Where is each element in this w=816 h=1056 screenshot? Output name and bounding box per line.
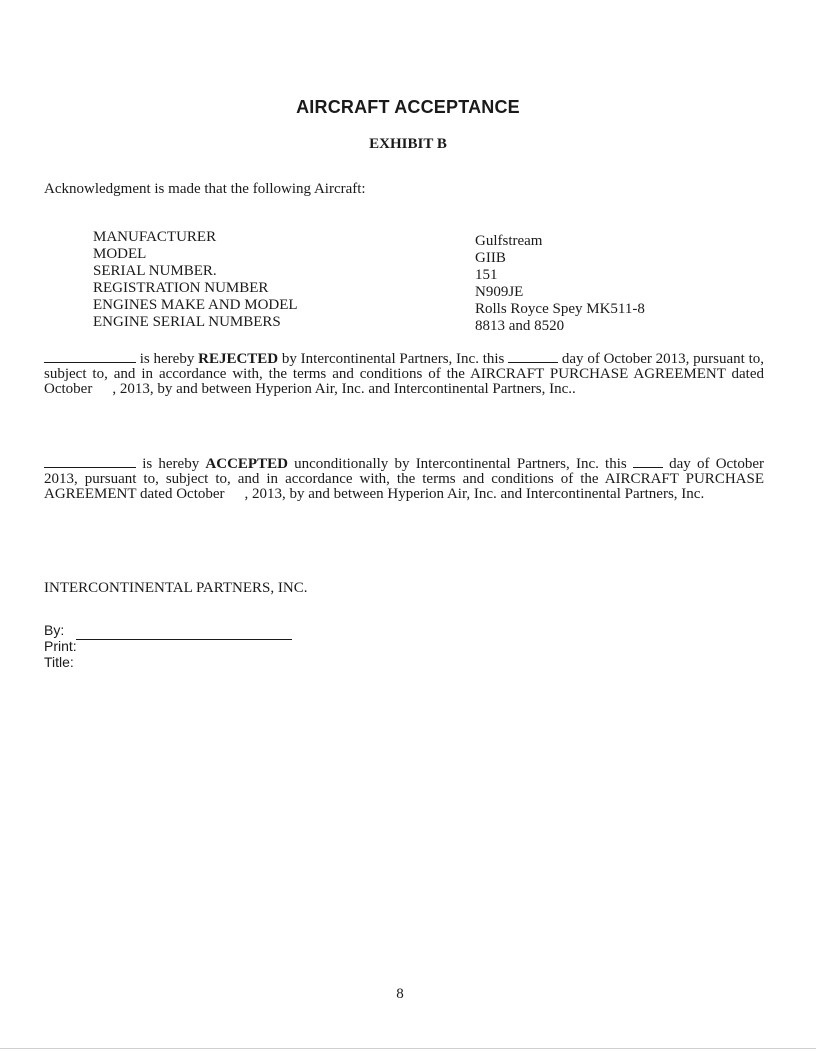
spec-label-manufacturer: MANUFACTURER [93,229,217,245]
bottom-rule [0,1048,816,1049]
intro-text: Acknowledgment is made that the following Aircraft: [44,181,366,197]
rejected-text-post2: , 2013, by and between Hyperion Air, Inc. and Intercontinental Partners, Inc.. [112,381,576,397]
print-label: Print: [44,638,77,654]
rejected-text-pre: is hereby [136,351,199,367]
spec-values [475,233,645,335]
spec-label-engines-make-model: ENGINES MAKE AND MODEL [93,297,298,313]
accepted-text-post1: day of October 2013, pursuant to, subject to, and in accordance with, the terms and conditions of the AIRCRAFT PURCHASE AGREEMENT dated October [44,456,764,502]
exhibit-label: EXHIBIT B [369,136,447,152]
title-label: Title: [44,654,74,670]
signature-block [44,622,77,670]
document-title: AIRCRAFT ACCEPTANCE [296,97,520,117]
spec-label-serial-number: SERIAL NUMBER. [93,263,217,279]
rejected-text-post1: day of October 2013, pursuant to, subject to, and in accordance with, the terms and conditions of the AIRCRAFT PURCHASE AGREEMENT dated October [44,351,764,397]
spec-label-engine-serial-numbers: ENGINE SERIAL NUMBERS [93,314,281,330]
spec-labels [93,229,298,331]
page-number: 8 [396,986,404,1002]
accepted-text-pre: is hereby [136,456,206,472]
spec-value-registration-number: N909JE [475,284,524,300]
spec-value-manufacturer: Gulfstream [475,233,543,249]
spec-value-model: GIIB [475,250,506,266]
company-name: INTERCONTINENTAL PARTNERS, INC. [44,580,308,596]
accepted-text-post2: , 2013, by and between Hyperion Air, Inc. and Intercontinental Partners, Inc. [244,486,705,502]
signature-line [76,639,292,640]
rejected-text-mid: by Intercontinental Partners, Inc. this [278,351,509,367]
spec-label-model: MODEL [93,246,147,262]
spec-value-engine-serial-numbers: 8813 and 8520 [475,318,565,334]
rejected-party-blank [44,350,136,363]
accepted-paragraph [44,455,764,502]
by-label: By: [44,622,65,638]
spec-value-engines-make-model: Rolls Royce Spey MK511-8 [475,301,645,317]
spec-value-serial-number: 151 [475,267,498,283]
rejected-day-blank [508,350,558,363]
rejected-keyword: REJECTED [198,351,279,367]
accepted-day-blank [633,455,663,468]
accepted-text-mid: unconditionally by Intercontinental Partners, Inc. this [287,456,633,472]
accepted-keyword: ACCEPTED [205,456,288,472]
rejected-paragraph [44,350,764,397]
spec-label-registration-number: REGISTRATION NUMBER [93,280,269,296]
accepted-party-blank [44,455,136,468]
